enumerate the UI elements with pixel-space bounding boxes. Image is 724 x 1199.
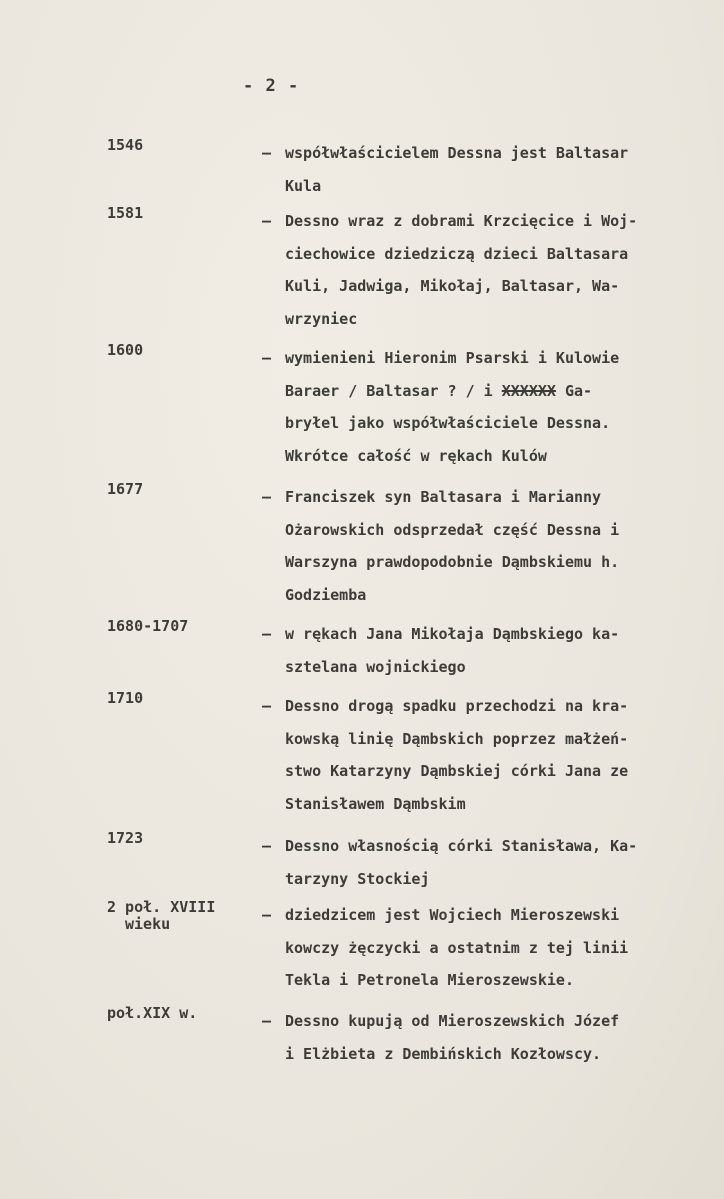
entry-date xyxy=(107,137,247,154)
date-line: 1723 xyxy=(107,829,144,847)
entry-text xyxy=(285,1005,705,1070)
text-line: stwo Katarzyny Dąmbskiej córki Jana ze xyxy=(285,762,629,780)
entry-date xyxy=(107,618,247,635)
entry-text xyxy=(285,690,705,820)
entry-date xyxy=(107,899,247,933)
entry-date xyxy=(107,690,247,707)
entry-text xyxy=(285,830,705,895)
entry-dash: – xyxy=(262,488,272,506)
struck-out-word: XXXXXX xyxy=(501,381,556,400)
date-line: 1600 xyxy=(107,341,144,359)
text-line: Ożarowskich odsprzedał część Dessna i xyxy=(285,520,620,539)
entry-date xyxy=(107,342,247,359)
text-line: sztelana wojnickiego xyxy=(285,657,466,676)
text-line: tarzyny Stockiej xyxy=(285,869,430,888)
date-line: 1710 xyxy=(107,689,144,707)
text-line: dziedzicem jest Wojciech Mieroszewski xyxy=(285,906,620,924)
entry-text xyxy=(285,342,705,472)
entry-dash: – xyxy=(262,625,272,643)
date-line: 1546 xyxy=(107,136,144,154)
text-line: Warszyna prawdopodobnie Dąmbskiemu h. xyxy=(285,553,620,571)
entry-dash: – xyxy=(262,212,272,230)
date-line: 2 poł. XVIII xyxy=(107,898,216,916)
text-line: kowską linię Dąmbskich poprzez małżeń- xyxy=(285,729,629,748)
entry-date xyxy=(107,205,247,222)
text-line-with-strikeout xyxy=(285,375,705,408)
text-line: Godziemba xyxy=(285,585,367,604)
entry-date xyxy=(107,830,247,847)
date-line: 1581 xyxy=(107,204,144,222)
entry-text xyxy=(285,618,705,683)
text-line: Kuli, Jadwiga, Mikołaj, Baltasar, Wa- xyxy=(285,277,620,295)
date-line: wieku xyxy=(125,915,171,933)
entry-dash: – xyxy=(262,697,272,715)
page-number: - 2 - xyxy=(243,76,300,96)
text-line: Dessno wraz z dobrami Krzcięcice i Woj- xyxy=(285,212,638,230)
entry-dash: – xyxy=(262,837,272,855)
text-line: wymienieni Hieronim Psarski i Kulowie xyxy=(285,349,620,367)
text-line: Tekla i Petronela Mieroszewskie. xyxy=(285,971,574,989)
entry-date xyxy=(107,1005,247,1022)
date-line: 1677 xyxy=(107,480,144,498)
text-line: bryłel jako współwłaściciele Dessna. xyxy=(285,414,611,432)
entry-text xyxy=(285,481,705,611)
text-line: i Elżbieta z Dembińskich Kozłowscy. xyxy=(285,1044,602,1063)
text-line: Dessno kupują od Mieroszewskich Józef xyxy=(285,1012,620,1030)
text-line: Dessno własnością córki Stanisława, Ka- xyxy=(285,837,638,855)
text-line: Kula xyxy=(285,176,322,195)
entry-dash: – xyxy=(262,1012,272,1030)
date-line: 1680-1707 xyxy=(107,617,189,635)
text-fragment: Ga- xyxy=(564,381,593,400)
text-line: w rękach Jana Mikołaja Dąmbskiego ka- xyxy=(285,625,620,643)
entry-text xyxy=(285,899,705,997)
entry-text xyxy=(285,137,705,202)
text-line: współwłaścicielem Dessna jest Baltasar xyxy=(285,144,629,162)
text-line: wrzyniec xyxy=(285,309,358,328)
text-line: kowczy żęczycki a ostatnim z tej linii xyxy=(285,938,629,957)
entry-dash: – xyxy=(262,349,272,367)
entry-text xyxy=(285,205,705,335)
text-line: Wkrótce całość w rękach Kulów xyxy=(285,446,547,465)
date-line: poł.XIX w. xyxy=(107,1004,198,1022)
text-line: Dessno drogą spadku przechodzi na kra- xyxy=(285,697,629,715)
text-line: Franciszek syn Baltasara i Marianny xyxy=(285,488,602,506)
text-line: ciechowice dziedziczą dzieci Baltasara xyxy=(285,244,629,263)
entry-dash: – xyxy=(262,144,272,162)
entry-dash: – xyxy=(262,906,272,924)
text-fragment: Baraer / Baltasar ? / i xyxy=(285,381,493,400)
entry-date xyxy=(107,481,247,498)
text-line: Stanisławem Dąmbskim xyxy=(285,794,466,813)
